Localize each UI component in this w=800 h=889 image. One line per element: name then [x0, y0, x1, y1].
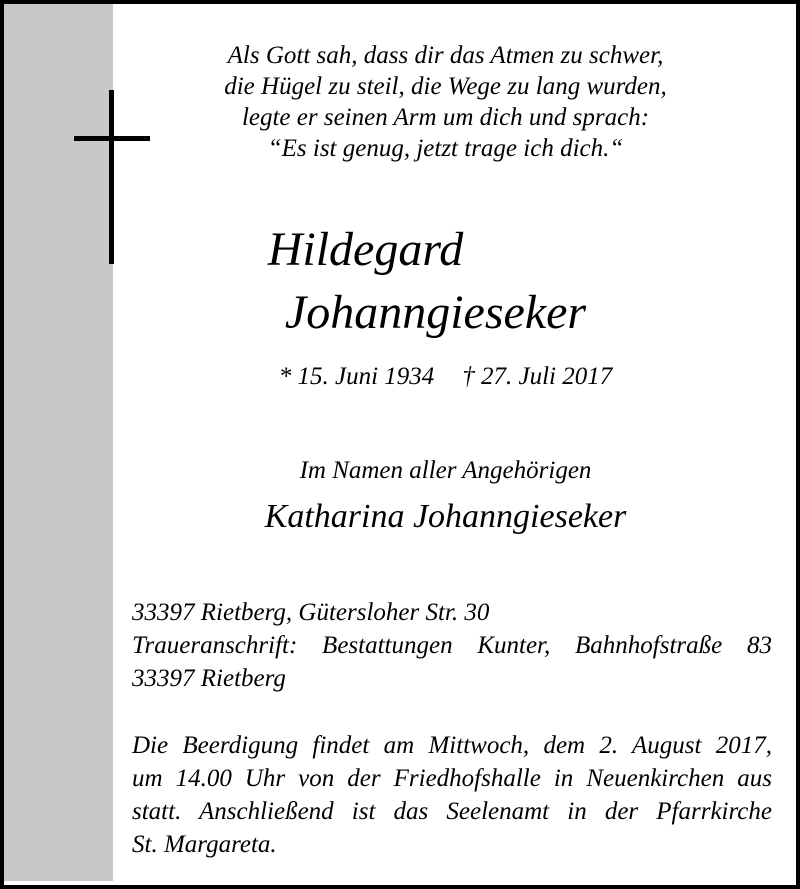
poem-line: Als Gott sah, dass dir das Atmen zu schwer, — [227, 42, 664, 69]
funeral-info — [132, 729, 772, 861]
funeral-line: um 14.00 Uhr von der Friedhofshalle in Neuenkirchen aus — [132, 765, 772, 792]
poem-line: legte er seinen Arm um dich und sprach: — [241, 104, 650, 131]
address-line: 33397 Rietberg — [132, 665, 286, 692]
mourner-name: Katharina Johanngieseker — [264, 498, 627, 535]
funeral-line: Die Beerdigung findet am Mittwoch, dem 2. August 2017, — [132, 732, 772, 759]
poem-line: die Hügel zu steil, die Wege zu lang wurden, — [224, 73, 667, 100]
poem — [113, 40, 778, 164]
birth-date: * 15. Juni 1934 — [278, 363, 435, 390]
funeral-line: statt. Anschließend ist das Seelenamt in der Pfarrkirche — [132, 798, 772, 825]
deceased-first-name: Hildegard — [267, 223, 464, 276]
address-line: 33397 Rietberg, Gütersloher Str. 30 — [132, 599, 490, 626]
poem-line: “Es ist genug, jetzt trage ich dich.“ — [267, 135, 624, 162]
address-line: Traueranschrift: Bestattungen Kunter, Bahnhofstraße 83 — [132, 632, 772, 659]
address-block — [132, 596, 772, 695]
life-dates — [113, 362, 778, 392]
deceased-last-name: Johanngieseker — [284, 286, 587, 339]
funeral-line: St. Margareta. — [132, 831, 277, 858]
mourners-intro: Im Namen aller Angehörigen — [299, 457, 592, 484]
death-date: † 27. Juli 2017 — [462, 363, 613, 390]
